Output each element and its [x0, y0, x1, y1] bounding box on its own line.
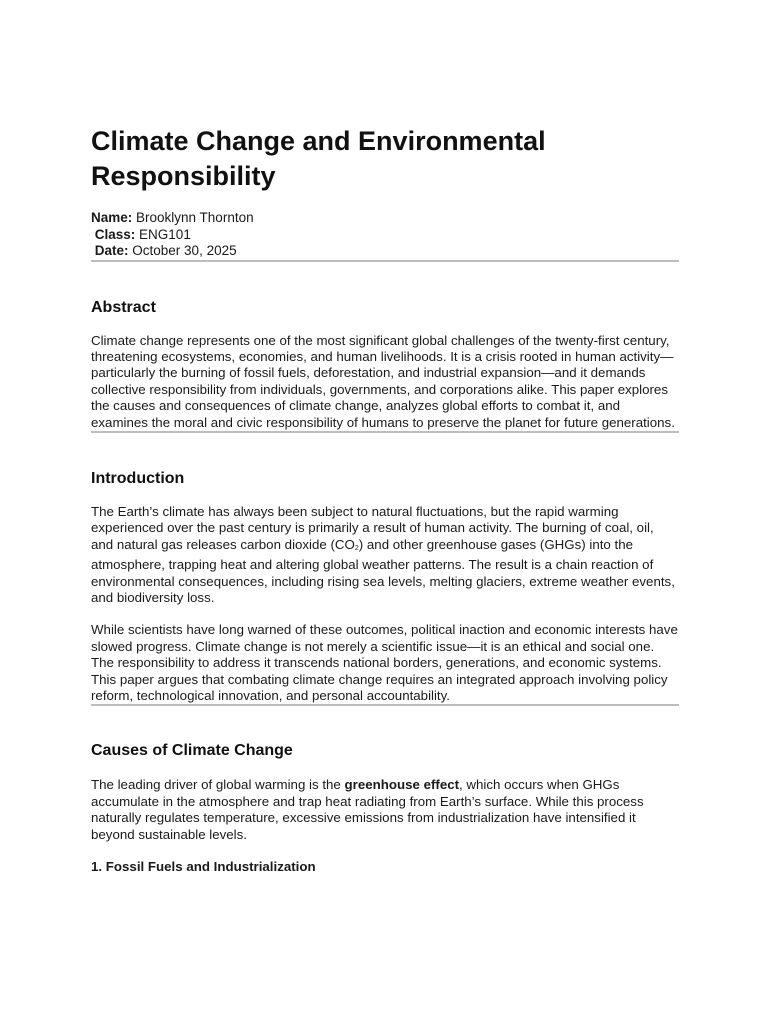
causes-heading: Causes of Climate Change — [91, 742, 293, 760]
fossil-fuels-subheading: 1. Fossil Fuels and Industrialization — [91, 859, 316, 875]
meta-name-line — [91, 210, 679, 227]
meta-date-label: Date: — [94, 243, 129, 258]
meta-class-value: ENG101 — [135, 226, 191, 242]
meta-date-value: October 30, 2025 — [128, 243, 237, 258]
document-meta — [91, 210, 679, 260]
causes-text-part: The leading driver of global warming is the — [91, 777, 345, 793]
intro-text-part: The Earth’s climate has always been subject to natural fluctuations, but the rapid warming experienced over the past century is primarily a result of human activity. The burning of coal, oil, and natural gas releases carbon dioxide (CO — [91, 503, 654, 552]
intro-text-part: ) and other greenhouse gases (GHGs) into the atmosphere, trapping heat and altering global weather patterns. The result is a chain reaction of environmental consequences, including rising sea levels, melting glaciers, extreme weather events, and biodiversity loss. — [91, 536, 675, 605]
causes-paragraph — [91, 777, 679, 843]
section-divider — [91, 431, 679, 433]
greenhouse-effect-term: greenhouse effect — [344, 777, 460, 793]
section-divider — [91, 704, 679, 706]
introduction-paragraph-2: While scientists have long warned of these outcomes, political inaction and economic interests have slowed progress. Climate change is not merely a scientific issue—it is an ethical and social one. The responsibility to address it transcends national borders, generations, and economic systems. This paper argues that combating climate change requires an integrated approach involving policy reform, technological innovation, and personal accountability. — [91, 622, 678, 703]
abstract-heading: Abstract — [91, 298, 156, 316]
section-divider — [91, 260, 679, 262]
introduction-heading: Introduction — [91, 469, 185, 487]
document-page — [91, 124, 679, 875]
document-title: Climate Change and Environmental Responsibility — [91, 126, 546, 191]
meta-name-label: Name: — [91, 210, 133, 225]
meta-date-line — [91, 243, 679, 260]
causes-text-part: , which occurs when GHGs accumulate in the atmosphere and trap heat radiating from Earth’s surface. While this process naturally regulates temperature, excessive emissions from industrialization have intensified it beyond sustainable levels. — [91, 777, 644, 842]
meta-class-label: Class: — [94, 226, 136, 242]
meta-class-line — [91, 227, 679, 244]
introduction-paragraph-1 — [91, 504, 679, 606]
abstract-paragraph: Climate change represents one of the most significant global challenges of the twenty-first century, threatening ecosystems, economies, and human livelihoods. It is a crisis rooted in human activity—particularly the burning of fossil fuels, deforestation, and industrial expansion—and it demands collective responsibility from individuals, governments, and corporations alike. This paper explores the causes and consequences of climate change, analyzes global efforts to combat it, and examines the moral and civic responsibility of humans to preserve the planet for future generations. — [91, 332, 675, 430]
co2-subscript: 2 — [354, 544, 359, 552]
meta-name-value: Brooklynn Thornton — [132, 210, 254, 225]
